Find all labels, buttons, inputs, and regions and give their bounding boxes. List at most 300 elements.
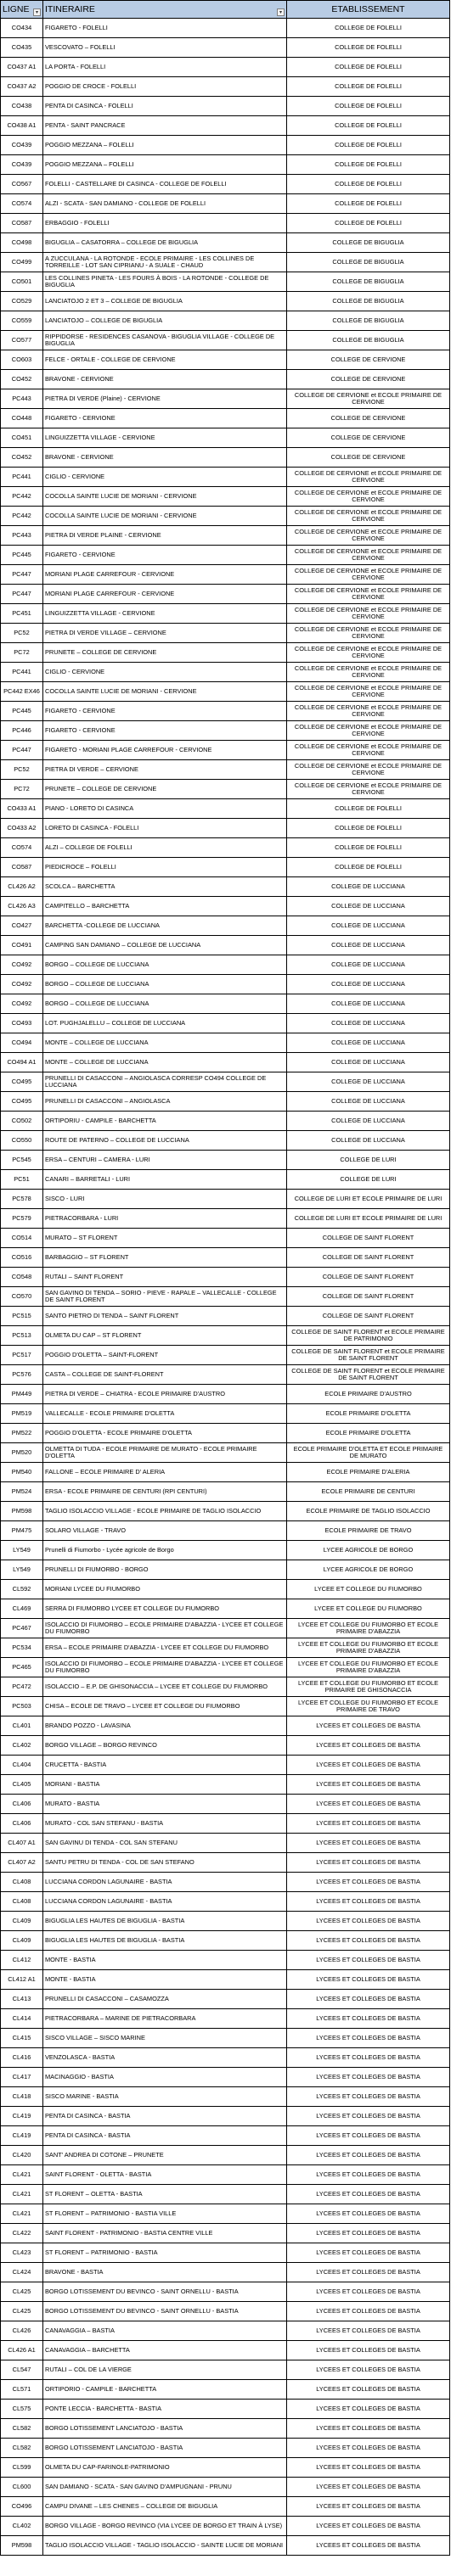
itineraire-cell[interactable]: PENTA DI CASINCA - BASTIA — [43, 2107, 287, 2126]
itineraire-cell[interactable]: OLMETA DU CAP – ST FLORENT — [43, 1326, 287, 1346]
ligne-cell[interactable]: CO548 — [1, 1268, 43, 1287]
itineraire-cell[interactable]: BRANDO POZZO - LAVASINA — [43, 1716, 287, 1736]
ligne-cell[interactable]: CO433 A2 — [1, 819, 43, 838]
etablissement-cell[interactable]: COLLEGE DE CERVIONE — [287, 448, 450, 468]
itineraire-cell[interactable]: BARBAGGIO – ST FLORENT — [43, 1248, 287, 1268]
itineraire-cell[interactable]: ORTIPORIO - CAMPILE - BARCHETTA — [43, 2380, 287, 2400]
itineraire-cell[interactable]: CAMPING SAN DAMIANO – COLLEGE DE LUCCIANA — [43, 936, 287, 955]
itineraire-cell[interactable]: SAN DAMIANO - SCATA - SAN GAVINO D'AMPUGNANI - PRUNU — [43, 2478, 287, 2497]
ligne-cell[interactable]: CO516 — [1, 1248, 43, 1268]
itineraire-cell[interactable]: BORGO LOTISSEMENT LANCIATOJO - BASTIA — [43, 2439, 287, 2458]
itineraire-cell[interactable]: FIGARETO - FOLELLI — [43, 19, 287, 38]
etablissement-cell[interactable]: LYCEE ET COLLEGE DU FIUMORBO ET ECOLE PRIMAIRE DE GHISONACCIA — [287, 1677, 450, 1697]
etablissement-cell[interactable]: COLLEGE DE LUCCIANA — [287, 1014, 450, 1033]
itineraire-cell[interactable]: BIGUGLIA – CASATORRA – COLLEGE DE BIGUGLIA — [43, 233, 287, 253]
itineraire-cell[interactable]: CANARI – BARRETALI - LURI — [43, 1170, 287, 1190]
itineraire-cell[interactable]: FIGARETO - CERVIONE — [43, 702, 287, 721]
etablissement-cell[interactable]: COLLEGE DE CERVIONE et ECOLE PRIMAIRE DE CERVIONE — [287, 780, 450, 799]
etablissement-cell[interactable]: COLLEGE DE FOLELLI — [287, 77, 450, 97]
etablissement-cell[interactable]: COLLEGE DE FOLELLI — [287, 38, 450, 58]
etablissement-cell[interactable]: COLLEGE DE LUCCIANA — [287, 1033, 450, 1053]
etablissement-cell[interactable]: COLLEGE DE CERVIONE et ECOLE PRIMAIRE DE CERVIONE — [287, 721, 450, 741]
etablissement-cell[interactable]: COLLEGE DE CERVIONE et ECOLE PRIMAIRE DE CERVIONE — [287, 389, 450, 409]
etablissement-cell[interactable]: COLLEGE DE CERVIONE — [287, 428, 450, 448]
ligne-cell[interactable]: CL414 — [1, 2009, 43, 2029]
ligne-cell[interactable]: CL424 — [1, 2263, 43, 2282]
ligne-cell[interactable]: PC72 — [1, 643, 43, 663]
etablissement-cell[interactable]: COLLEGE DE LUCCIANA — [287, 897, 450, 916]
etablissement-cell[interactable]: LYCEES ET COLLEGES DE BASTIA — [287, 1795, 450, 1814]
etablissement-cell[interactable]: ECOLE PRIMAIRE D'OLETTA — [287, 1424, 450, 1443]
itineraire-cell[interactable]: CIGLIO - CERVIONE — [43, 663, 287, 682]
header-itineraire[interactable] — [43, 1, 287, 19]
ligne-cell[interactable]: PC447 — [1, 741, 43, 760]
ligne-cell[interactable]: CO437 A2 — [1, 77, 43, 97]
ligne-cell[interactable]: PC576 — [1, 1365, 43, 1385]
ligne-cell[interactable]: PC579 — [1, 1209, 43, 1229]
ligne-cell[interactable]: CO577 — [1, 331, 43, 350]
etablissement-cell[interactable]: LYCEES ET COLLEGES DE BASTIA — [287, 2380, 450, 2400]
etablissement-cell[interactable]: COLLEGE DE BIGUGLIA — [287, 292, 450, 311]
etablissement-cell[interactable]: LYCEES ET COLLEGES DE BASTIA — [287, 2224, 450, 2243]
etablissement-cell[interactable]: COLLEGE DE CERVIONE — [287, 409, 450, 428]
itineraire-cell[interactable]: LANCIATOJO – COLLEGE DE BIGUGLIA — [43, 311, 287, 331]
ligne-cell[interactable]: CL426 A1 — [1, 2341, 43, 2360]
etablissement-cell[interactable]: LYCEES ET COLLEGES DE BASTIA — [287, 2029, 450, 2048]
ligne-cell[interactable]: PC451 — [1, 604, 43, 624]
ligne-cell[interactable]: CL592 — [1, 1580, 43, 1599]
ligne-cell[interactable]: LY549 — [1, 1541, 43, 1560]
ligne-cell[interactable]: CO494 — [1, 1033, 43, 1053]
etablissement-cell[interactable]: COLLEGE DE FOLELLI — [287, 155, 450, 175]
ligne-cell[interactable]: PC503 — [1, 1697, 43, 1716]
etablissement-cell[interactable]: COLLEGE DE FOLELLI — [287, 116, 450, 136]
etablissement-cell[interactable]: LYCEES ET COLLEGES DE BASTIA — [287, 2439, 450, 2458]
ligne-cell[interactable]: PC515 — [1, 1307, 43, 1326]
etablissement-cell[interactable]: LYCEE AGRICOLE DE BORGO — [287, 1541, 450, 1560]
ligne-cell[interactable]: CL419 — [1, 2107, 43, 2126]
etablissement-cell[interactable]: LYCEES ET COLLEGES DE BASTIA — [287, 1775, 450, 1795]
itineraire-cell[interactable]: SAN GAVINU DI TENDA - COL SAN STEFANU — [43, 1834, 287, 1853]
etablissement-cell[interactable]: COLLEGE DE FOLELLI — [287, 799, 450, 819]
itineraire-cell[interactable]: POGGIO D'OLETTA – SAINT-FLORENT — [43, 1346, 287, 1365]
ligne-cell[interactable]: CL421 — [1, 2165, 43, 2185]
itineraire-cell[interactable]: BORGO – COLLEGE DE LUCCIANA — [43, 975, 287, 994]
itineraire-cell[interactable]: SANT' ANDREA DI COTONE – PRUNETE — [43, 2146, 287, 2165]
ligne-cell[interactable]: PC52 — [1, 624, 43, 643]
ligne-cell[interactable]: CO494 A1 — [1, 1053, 43, 1072]
etablissement-cell[interactable]: LYCEES ET COLLEGES DE BASTIA — [287, 2419, 450, 2439]
header-etablissement[interactable] — [287, 1, 450, 19]
itineraire-cell[interactable]: BORGO VILLAGE – BORGO REVINCO — [43, 1736, 287, 1756]
ligne-cell[interactable]: CO495 — [1, 1072, 43, 1092]
etablissement-cell[interactable]: ECOLE PRIMAIRE DE CENTURI — [287, 1482, 450, 1502]
etablissement-cell[interactable]: COLLEGE DE LURI ET ECOLE PRIMAIRE DE LURI — [287, 1190, 450, 1209]
itineraire-cell[interactable]: CIGLIO - CERVIONE — [43, 468, 287, 487]
itineraire-cell[interactable]: ISOLACCIO DI FIUMORBO – ECOLE PRIMAIRE D'ABAZZIA - LYCEE ET COLLEGE DU FIUMORBO — [43, 1658, 287, 1677]
etablissement-cell[interactable]: LYCEES ET COLLEGES DE BASTIA — [287, 2360, 450, 2380]
itineraire-cell[interactable]: MURATO - COL SAN STEFANU - BASTIA — [43, 1814, 287, 1834]
etablissement-cell[interactable]: COLLEGE DE LUCCIANA — [287, 1092, 450, 1112]
ligne-cell[interactable]: CO452 — [1, 370, 43, 389]
itineraire-cell[interactable]: POGGIO DE CROCE - FOLELLI — [43, 77, 287, 97]
itineraire-cell[interactable]: VALLECALLE - ECOLE PRIMAIRE D'OLETTA — [43, 1404, 287, 1424]
itineraire-cell[interactable]: ERBAGGIO - FOLELLI — [43, 214, 287, 233]
itineraire-cell[interactable]: FIGARETO - MORIANI PLAGE CARREFOUR - CERVIONE — [43, 741, 287, 760]
itineraire-cell[interactable]: CANAVAGGIA – BASTIA — [43, 2321, 287, 2341]
etablissement-cell[interactable]: LYCEES ET COLLEGES DE BASTIA — [287, 1931, 450, 1951]
ligne-cell[interactable]: PC52 — [1, 760, 43, 780]
ligne-cell[interactable]: LY549 — [1, 1560, 43, 1580]
itineraire-cell[interactable]: LUCCIANA CORDON LAGUNAIRE - BASTIA — [43, 1873, 287, 1892]
itineraire-cell[interactable]: SISCO VILLAGE – SISCO MARINE — [43, 2029, 287, 2048]
etablissement-cell[interactable]: ECOLE PRIMAIRE D'OLETTA — [287, 1404, 450, 1424]
etablissement-cell[interactable]: LYCEES ET COLLEGES DE BASTIA — [287, 2009, 450, 2029]
ligne-cell[interactable]: CL582 — [1, 2439, 43, 2458]
itineraire-cell[interactable]: FIGARETO - CERVIONE — [43, 546, 287, 565]
itineraire-cell[interactable]: MONTE – COLLEGE DE LUCCIANA — [43, 1053, 287, 1072]
ligne-cell[interactable]: CL469 — [1, 1599, 43, 1619]
ligne-cell[interactable]: CL409 — [1, 1931, 43, 1951]
etablissement-cell[interactable]: LYCEE ET COLLEGE DU FIUMORBO ET ECOLE PRIMAIRE D'ABAZZIA — [287, 1638, 450, 1658]
ligne-cell[interactable]: CO452 — [1, 448, 43, 468]
itineraire-cell[interactable]: MURATO – ST FLORENT — [43, 1229, 287, 1248]
etablissement-cell[interactable]: LYCEE ET COLLEGE DU FIUMORBO ET ECOLE PRIMAIRE DE TRAVO — [287, 1697, 450, 1716]
etablissement-cell[interactable]: LYCEES ET COLLEGES DE BASTIA — [287, 2146, 450, 2165]
itineraire-cell[interactable]: SISCO - LURI — [43, 1190, 287, 1209]
itineraire-cell[interactable]: MONTE - BASTIA — [43, 1970, 287, 1990]
ligne-cell[interactable]: CO559 — [1, 311, 43, 331]
itineraire-cell[interactable]: BRAVONE - CERVIONE — [43, 370, 287, 389]
itineraire-cell[interactable]: MORIANI - BASTIA — [43, 1775, 287, 1795]
ligne-cell[interactable]: CO603 — [1, 350, 43, 370]
ligne-cell[interactable]: CO587 — [1, 214, 43, 233]
ligne-cell[interactable]: CL422 — [1, 2224, 43, 2243]
itineraire-cell[interactable]: PRUNELLI DI CASACCONI – CASAMOZZA — [43, 1990, 287, 2009]
itineraire-cell[interactable]: SAINT FLORENT - PATRIMONIO - BASTIA CENTRE VILLE — [43, 2224, 287, 2243]
etablissement-cell[interactable]: LYCEES ET COLLEGES DE BASTIA — [287, 1990, 450, 2009]
ligne-cell[interactable]: CO587 — [1, 858, 43, 877]
itineraire-cell[interactable]: FOLELLI - CASTELLARE DI CASINCA - COLLEGE DE FOLELLI — [43, 175, 287, 194]
itineraire-cell[interactable]: CANAVAGGIA – BARCHETTA — [43, 2341, 287, 2360]
itineraire-cell[interactable]: ERSA - ECOLE PRIMAIRE DE CENTURI (RPI CENTURI) — [43, 1482, 287, 1502]
ligne-cell[interactable]: CO437 A1 — [1, 58, 43, 77]
itineraire-cell[interactable]: PRUNELLI DI CASACCONI – ANGIOLASCA CORRESP CO494 COLLEGE DE LUCCIANA — [43, 1072, 287, 1092]
itineraire-cell[interactable]: PIETRACORBARA – MARINE DE PIETRACORBARA — [43, 2009, 287, 2029]
etablissement-cell[interactable]: COLLEGE DE CERVIONE et ECOLE PRIMAIRE DE CERVIONE — [287, 565, 450, 585]
ligne-cell[interactable]: CL406 — [1, 1814, 43, 1834]
itineraire-cell[interactable]: MORIANI PLAGE CARREFOUR - CERVIONE — [43, 565, 287, 585]
etablissement-cell[interactable]: COLLEGE DE LUCCIANA — [287, 1112, 450, 1131]
ligne-cell[interactable]: CL405 — [1, 1775, 43, 1795]
etablissement-cell[interactable]: COLLEGE DE CERVIONE et ECOLE PRIMAIRE DE CERVIONE — [287, 663, 450, 682]
itineraire-cell[interactable]: MURATO - BASTIA — [43, 1795, 287, 1814]
ligne-cell[interactable]: CO438 — [1, 97, 43, 116]
itineraire-cell[interactable]: PRUNELLI DI CASACCONI – ANGIOLASCA — [43, 1092, 287, 1112]
etablissement-cell[interactable]: COLLEGE DE BIGUGLIA — [287, 331, 450, 350]
ligne-cell[interactable]: CL406 — [1, 1795, 43, 1814]
etablissement-cell[interactable]: LYCEES ET COLLEGES DE BASTIA — [287, 2400, 450, 2419]
ligne-cell[interactable]: CO451 — [1, 428, 43, 448]
itineraire-cell[interactable]: ST FLORENT – OLETTA - BASTIA — [43, 2185, 287, 2204]
etablissement-cell[interactable]: LYCEES ET COLLEGES DE BASTIA — [287, 1970, 450, 1990]
ligne-cell[interactable]: CL407 A2 — [1, 1853, 43, 1873]
ligne-cell[interactable]: PM598 — [1, 2536, 43, 2556]
ligne-cell[interactable]: PM520 — [1, 1443, 43, 1463]
itineraire-cell[interactable]: SAINT FLORENT - OLETTA - BASTIA — [43, 2165, 287, 2185]
itineraire-cell[interactable]: BRAVONE - CERVIONE — [43, 448, 287, 468]
etablissement-cell[interactable]: LYCEES ET COLLEGES DE BASTIA — [287, 2068, 450, 2087]
etablissement-cell[interactable]: COLLEGE DE FOLELLI — [287, 58, 450, 77]
itineraire-cell[interactable]: PENTA DI CASINCA - BASTIA — [43, 2126, 287, 2146]
etablissement-cell[interactable]: LYCEES ET COLLEGES DE BASTIA — [287, 2048, 450, 2068]
ligne-cell[interactable]: PC445 — [1, 546, 43, 565]
ligne-cell[interactable]: CL412 — [1, 1951, 43, 1970]
ligne-cell[interactable]: CL402 — [1, 1736, 43, 1756]
itineraire-cell[interactable]: MORIANI PLAGE CARREFOUR - CERVIONE — [43, 585, 287, 604]
itineraire-cell[interactable]: ST FLORENT – PATRIMONIO - BASTIA — [43, 2243, 287, 2263]
ligne-cell[interactable]: PC447 — [1, 565, 43, 585]
ligne-cell[interactable]: CL425 — [1, 2282, 43, 2302]
etablissement-cell[interactable]: COLLEGE DE LUCCIANA — [287, 936, 450, 955]
itineraire-cell[interactable]: ALZI - SCATA - SAN DAMIANO - COLLEGE DE FOLELLI — [43, 194, 287, 214]
etablissement-cell[interactable]: COLLEGE DE LURI — [287, 1151, 450, 1170]
etablissement-cell[interactable]: COLLEGE DE CERVIONE et ECOLE PRIMAIRE DE CERVIONE — [287, 526, 450, 546]
itineraire-cell[interactable]: PRUNETE – COLLEGE DE CERVIONE — [43, 643, 287, 663]
ligne-cell[interactable]: CO501 — [1, 272, 43, 292]
etablissement-cell[interactable]: COLLEGE DE CERVIONE et ECOLE PRIMAIRE DE CERVIONE — [287, 624, 450, 643]
etablissement-cell[interactable]: COLLEGE DE LUCCIANA — [287, 1053, 450, 1072]
itineraire-cell[interactable]: ROUTE DE PATERNO – COLLEGE DE LUCCIANA — [43, 1131, 287, 1151]
ligne-cell[interactable]: CO499 — [1, 253, 43, 272]
etablissement-cell[interactable]: COLLEGE DE SAINT FLORENT — [287, 1287, 450, 1307]
itineraire-cell[interactable]: OLMETTA DI TUDA - ECOLE PRIMAIRE DE MURATO - ECOLE PRIMAIRE D'OLETTA — [43, 1443, 287, 1463]
itineraire-cell[interactable]: SANTO PIETRO DI TENDA – SAINT FLORENT — [43, 1307, 287, 1326]
etablissement-cell[interactable]: LYCEES ET COLLEGES DE BASTIA — [287, 2536, 450, 2556]
ligne-cell[interactable]: CO433 A1 — [1, 799, 43, 819]
itineraire-cell[interactable]: POGGIO MEZZANA – FOLELLI — [43, 155, 287, 175]
ligne-cell[interactable]: CL412 A1 — [1, 1970, 43, 1990]
ligne-cell[interactable]: CL404 — [1, 1756, 43, 1775]
ligne-cell[interactable]: CL401 — [1, 1716, 43, 1736]
itineraire-cell[interactable]: BORGO LOTISSEMENT DU BEVINCO - SAINT ORNELLU - BASTIA — [43, 2302, 287, 2321]
itineraire-cell[interactable]: A ZUCCULANA - LA ROTONDE - ECOLE PRIMAIRE - LES COLLINES DE TORREILLE - LOT SAN CIPRIANU - A SUALE - CHAUD — [43, 253, 287, 272]
etablissement-cell[interactable]: LYCEES ET COLLEGES DE BASTIA — [287, 2321, 450, 2341]
itineraire-cell[interactable]: FIGARETO - CERVIONE — [43, 721, 287, 741]
etablissement-cell[interactable]: LYCEES ET COLLEGES DE BASTIA — [287, 2243, 450, 2263]
itineraire-cell[interactable]: PRUNETE – COLLEGE DE CERVIONE — [43, 780, 287, 799]
etablissement-cell[interactable]: LYCEES ET COLLEGES DE BASTIA — [287, 2087, 450, 2107]
etablissement-cell[interactable]: COLLEGE DE FOLELLI — [287, 838, 450, 858]
itineraire-cell[interactable]: PIETRA DI VERDE (Plaine) - CERVIONE — [43, 389, 287, 409]
etablissement-cell[interactable]: COLLEGE DE SAINT FLORENT — [287, 1229, 450, 1248]
ligne-cell[interactable]: CL417 — [1, 2068, 43, 2087]
ligne-cell[interactable]: CL407 A1 — [1, 1834, 43, 1853]
etablissement-cell[interactable]: COLLEGE DE BIGUGLIA — [287, 253, 450, 272]
etablissement-cell[interactable]: LYCEES ET COLLEGES DE BASTIA — [287, 1951, 450, 1970]
itineraire-cell[interactable]: SERRA DI FIUMORBO LYCEE ET COLLEGE DU FIUMORBO — [43, 1599, 287, 1619]
itineraire-cell[interactable]: PIETRA DI VERDE – CHIATRA - ECOLE PRIMAIRE D'AUSTRO — [43, 1385, 287, 1404]
itineraire-cell[interactable]: MONTE - BASTIA — [43, 1951, 287, 1970]
etablissement-cell[interactable]: COLLEGE DE CERVIONE et ECOLE PRIMAIRE DE CERVIONE — [287, 741, 450, 760]
ligne-cell[interactable]: CL408 — [1, 1892, 43, 1912]
itineraire-cell[interactable]: CAMPITELLO – BARCHETTA — [43, 897, 287, 916]
itineraire-cell[interactable]: LINGUIZZETTA VILLAGE - CERVIONE — [43, 604, 287, 624]
itineraire-cell[interactable]: POGGIO D'OLETTA - ECOLE PRIMAIRE D'OLETTA — [43, 1424, 287, 1443]
ligne-cell[interactable]: PC441 — [1, 663, 43, 682]
filter-dropdown-icon[interactable]: ▾ — [33, 8, 41, 16]
ligne-cell[interactable]: CO492 — [1, 955, 43, 975]
ligne-cell[interactable]: CO438 A1 — [1, 116, 43, 136]
itineraire-cell[interactable]: TAGLIO ISOLACCIO VILLAGE - ECOLE PRIMAIRE DE TAGLIO ISOLACCIO — [43, 1502, 287, 1521]
itineraire-cell[interactable]: PENTA - SAINT PANCRACE — [43, 116, 287, 136]
ligne-cell[interactable]: PC467 — [1, 1619, 43, 1638]
etablissement-cell[interactable]: COLLEGE DE LUCCIANA — [287, 1072, 450, 1092]
etablissement-cell[interactable]: COLLEGE DE LUCCIANA — [287, 955, 450, 975]
itineraire-cell[interactable]: PIETRA DI VERDE – CERVIONE — [43, 760, 287, 780]
etablissement-cell[interactable]: LYCEE ET COLLEGE DU FIUMORBO — [287, 1599, 450, 1619]
itineraire-cell[interactable]: LES COLLINES PINETA - LES FOURS À BOIS - LA ROTONDE - COLLEGE DE BIGUGLIA — [43, 272, 287, 292]
etablissement-cell[interactable]: COLLEGE DE CERVIONE et ECOLE PRIMAIRE DE CERVIONE — [287, 507, 450, 526]
etablissement-cell[interactable]: LYCEES ET COLLEGES DE BASTIA — [287, 1736, 450, 1756]
itineraire-cell[interactable]: PRUNELLI DI FIUMORBO - BORGO — [43, 1560, 287, 1580]
itineraire-cell[interactable]: BORGO LOTISSEMENT LANCIATOJO - BASTIA — [43, 2419, 287, 2439]
ligne-cell[interactable]: CO439 — [1, 136, 43, 155]
ligne-cell[interactable]: CO496 — [1, 2497, 43, 2517]
itineraire-cell[interactable]: PIETRA DI VERDE VILLAGE – CERVIONE — [43, 624, 287, 643]
header-ligne[interactable] — [1, 1, 43, 19]
etablissement-cell[interactable]: LYCEES ET COLLEGES DE BASTIA — [287, 2302, 450, 2321]
itineraire-cell[interactable]: CHISA – ECOLE DE TRAVO – LYCEE ET COLLEGE DU FIUMORBO — [43, 1697, 287, 1716]
itineraire-cell[interactable]: RUTALI – SAINT FLORENT — [43, 1268, 287, 1287]
etablissement-cell[interactable]: COLLEGE DE LUCCIANA — [287, 994, 450, 1014]
itineraire-cell[interactable]: BIGUGLIA LES HAUTES DE BIGUGLIA - BASTIA — [43, 1912, 287, 1931]
etablissement-cell[interactable]: COLLEGE DE SAINT FLORENT — [287, 1307, 450, 1326]
etablissement-cell[interactable]: LYCEES ET COLLEGES DE BASTIA — [287, 2282, 450, 2302]
ligne-cell[interactable]: CL426 — [1, 2321, 43, 2341]
ligne-cell[interactable]: CL575 — [1, 2400, 43, 2419]
ligne-cell[interactable]: PC517 — [1, 1346, 43, 1365]
ligne-cell[interactable]: CO427 — [1, 916, 43, 936]
ligne-cell[interactable]: PC447 — [1, 585, 43, 604]
filter-dropdown-icon[interactable]: ▾ — [277, 8, 285, 16]
itineraire-cell[interactable]: ORTIPORIU - CAMPILE - BARCHETTA — [43, 1112, 287, 1131]
etablissement-cell[interactable]: COLLEGE DE LUCCIANA — [287, 877, 450, 897]
ligne-cell[interactable]: PM598 — [1, 1502, 43, 1521]
etablissement-cell[interactable]: LYCEES ET COLLEGES DE BASTIA — [287, 2478, 450, 2497]
itineraire-cell[interactable]: BRAVONE - BASTIA — [43, 2263, 287, 2282]
ligne-cell[interactable]: PC442 EX46 — [1, 682, 43, 702]
ligne-cell[interactable]: CL423 — [1, 2243, 43, 2263]
etablissement-cell[interactable]: LYCEE AGRICOLE DE BORGO — [287, 1560, 450, 1580]
etablissement-cell[interactable]: COLLEGE DE SAINT FLORENT et ECOLE PRIMAIRE DE PATRIMONIO — [287, 1326, 450, 1346]
ligne-cell[interactable]: CL408 — [1, 1873, 43, 1892]
etablissement-cell[interactable]: LYCEES ET COLLEGES DE BASTIA — [287, 2185, 450, 2204]
ligne-cell[interactable]: CO491 — [1, 936, 43, 955]
ligne-cell[interactable]: CO574 — [1, 838, 43, 858]
ligne-cell[interactable]: CL416 — [1, 2048, 43, 2068]
ligne-cell[interactable]: CL419 — [1, 2126, 43, 2146]
itineraire-cell[interactable]: COCOLLA SAINTE LUCIE DE MORIANI - CERVIONE — [43, 487, 287, 507]
itineraire-cell[interactable]: PIETRACORBARA - LURI — [43, 1209, 287, 1229]
itineraire-cell[interactable]: ST FLORENT – PATRIMONIO - BASTIA VILLE — [43, 2204, 287, 2224]
ligne-cell[interactable]: CL600 — [1, 2478, 43, 2497]
itineraire-cell[interactable]: BORGO LOTISSEMENT DU BEVINCO - SAINT ORNELLU - BASTIA — [43, 2282, 287, 2302]
etablissement-cell[interactable]: COLLEGE DE SAINT FLORENT et ECOLE PRIMAIRE DE SAINT FLORENT — [287, 1346, 450, 1365]
etablissement-cell[interactable]: ECOLE PRIMAIRE D'ALERIA — [287, 1463, 450, 1482]
ligne-cell[interactable]: CL421 — [1, 2185, 43, 2204]
etablissement-cell[interactable]: COLLEGE DE FOLELLI — [287, 175, 450, 194]
etablissement-cell[interactable]: LYCEE ET COLLEGE DU FIUMORBO — [287, 1580, 450, 1599]
etablissement-cell[interactable]: COLLEGE DE LUCCIANA — [287, 916, 450, 936]
ligne-cell[interactable]: PC442 — [1, 507, 43, 526]
itineraire-cell[interactable]: SANTU PETRU DI TENDA - COL DE SAN STEFANO — [43, 1853, 287, 1873]
etablissement-cell[interactable]: COLLEGE DE FOLELLI — [287, 819, 450, 838]
ligne-cell[interactable]: PC441 — [1, 468, 43, 487]
etablissement-cell[interactable]: LYCEES ET COLLEGES DE BASTIA — [287, 2126, 450, 2146]
itineraire-cell[interactable]: FIGARETO - CERVIONE — [43, 409, 287, 428]
itineraire-cell[interactable]: CRUCETTA - BASTIA — [43, 1756, 287, 1775]
etablissement-cell[interactable]: COLLEGE DE LUCCIANA — [287, 975, 450, 994]
ligne-cell[interactable]: PC578 — [1, 1190, 43, 1209]
ligne-cell[interactable]: PC534 — [1, 1638, 43, 1658]
itineraire-cell[interactable]: MONTE – COLLEGE DE LUCCIANA — [43, 1033, 287, 1053]
itineraire-cell[interactable]: BORGO VILLAGE - BORGO REVINCO (VIA LYCEE DE BORGO ET TRAIN À LYSE) — [43, 2517, 287, 2536]
ligne-cell[interactable]: CO502 — [1, 1112, 43, 1131]
ligne-cell[interactable]: PC51 — [1, 1170, 43, 1190]
itineraire-cell[interactable]: LA PORTA - FOLELLI — [43, 58, 287, 77]
etablissement-cell[interactable]: LYCEE ET COLLEGE DU FIUMORBO ET ECOLE PRIMAIRE D'ABAZZIA — [287, 1658, 450, 1677]
itineraire-cell[interactable]: LUCCIANA CORDON LAGUNAIRE - BASTIA — [43, 1892, 287, 1912]
etablissement-cell[interactable]: COLLEGE DE SAINT FLORENT — [287, 1248, 450, 1268]
etablissement-cell[interactable]: COLLEGE DE LURI — [287, 1170, 450, 1190]
ligne-cell[interactable]: CL409 — [1, 1912, 43, 1931]
ligne-cell[interactable]: CO550 — [1, 1131, 43, 1151]
etablissement-cell[interactable]: ECOLE PRIMAIRE DE TRAVO — [287, 1521, 450, 1541]
etablissement-cell[interactable]: COLLEGE DE CERVIONE et ECOLE PRIMAIRE DE CERVIONE — [287, 643, 450, 663]
etablissement-cell[interactable]: COLLEGE DE BIGUGLIA — [287, 272, 450, 292]
ligne-cell[interactable]: CO439 — [1, 155, 43, 175]
itineraire-cell[interactable]: ISOLACCIO – E.P. DE GHISONACCIA – LYCEE ET COLLEGE DU FIUMORBO — [43, 1677, 287, 1697]
ligne-cell[interactable]: CO570 — [1, 1287, 43, 1307]
ligne-cell[interactable]: PC472 — [1, 1677, 43, 1697]
itineraire-cell[interactable]: PONTE LECCIA - BARCHETTA - BASTIA — [43, 2400, 287, 2419]
itineraire-cell[interactable]: COCOLLA SAINTE LUCIE DE MORIANI - CERVIONE — [43, 507, 287, 526]
etablissement-cell[interactable]: COLLEGE DE FOLELLI — [287, 858, 450, 877]
itineraire-cell[interactable]: ERSA – CENTURI – CAMERA - LURI — [43, 1151, 287, 1170]
etablissement-cell[interactable]: COLLEGE DE CERVIONE — [287, 370, 450, 389]
ligne-cell[interactable]: PM519 — [1, 1404, 43, 1424]
ligne-cell[interactable]: PC465 — [1, 1658, 43, 1677]
etablissement-cell[interactable]: COLLEGE DE BIGUGLIA — [287, 311, 450, 331]
etablissement-cell[interactable]: COLLEGE DE FOLELLI — [287, 194, 450, 214]
ligne-cell[interactable]: CO435 — [1, 38, 43, 58]
etablissement-cell[interactable]: LYCEES ET COLLEGES DE BASTIA — [287, 2458, 450, 2478]
itineraire-cell[interactable]: Prunelli di Fiumorbo - Lycée agricole de Borgo — [43, 1541, 287, 1560]
itineraire-cell[interactable]: LORETO DI CASINCA - FOLELLI — [43, 819, 287, 838]
etablissement-cell[interactable]: COLLEGE DE LURI ET ECOLE PRIMAIRE DE LURI — [287, 1209, 450, 1229]
ligne-cell[interactable]: PC513 — [1, 1326, 43, 1346]
etablissement-cell[interactable]: COLLEGE DE FOLELLI — [287, 97, 450, 116]
itineraire-cell[interactable]: ISOLACCIO DI FIUMORBO – ECOLE PRIMAIRE D'ABAZZIA - LYCEE ET COLLEGE DU FIUMORBO — [43, 1619, 287, 1638]
etablissement-cell[interactable]: LYCEES ET COLLEGES DE BASTIA — [287, 2263, 450, 2282]
etablissement-cell[interactable]: LYCEES ET COLLEGES DE BASTIA — [287, 2497, 450, 2517]
itineraire-cell[interactable]: TAGLIO ISOLACCIO VILLAGE - TAGLIO ISOLACCIO - SAINTE LUCIE DE MORIANI — [43, 2536, 287, 2556]
ligne-cell[interactable]: PC442 — [1, 487, 43, 507]
etablissement-cell[interactable]: COLLEGE DE CERVIONE et ECOLE PRIMAIRE DE CERVIONE — [287, 468, 450, 487]
itineraire-cell[interactable]: CAMPU DIVANE – LES CHENES – COLLEGE DE BIGUGLIA — [43, 2497, 287, 2517]
ligne-cell[interactable]: CL402 — [1, 2517, 43, 2536]
